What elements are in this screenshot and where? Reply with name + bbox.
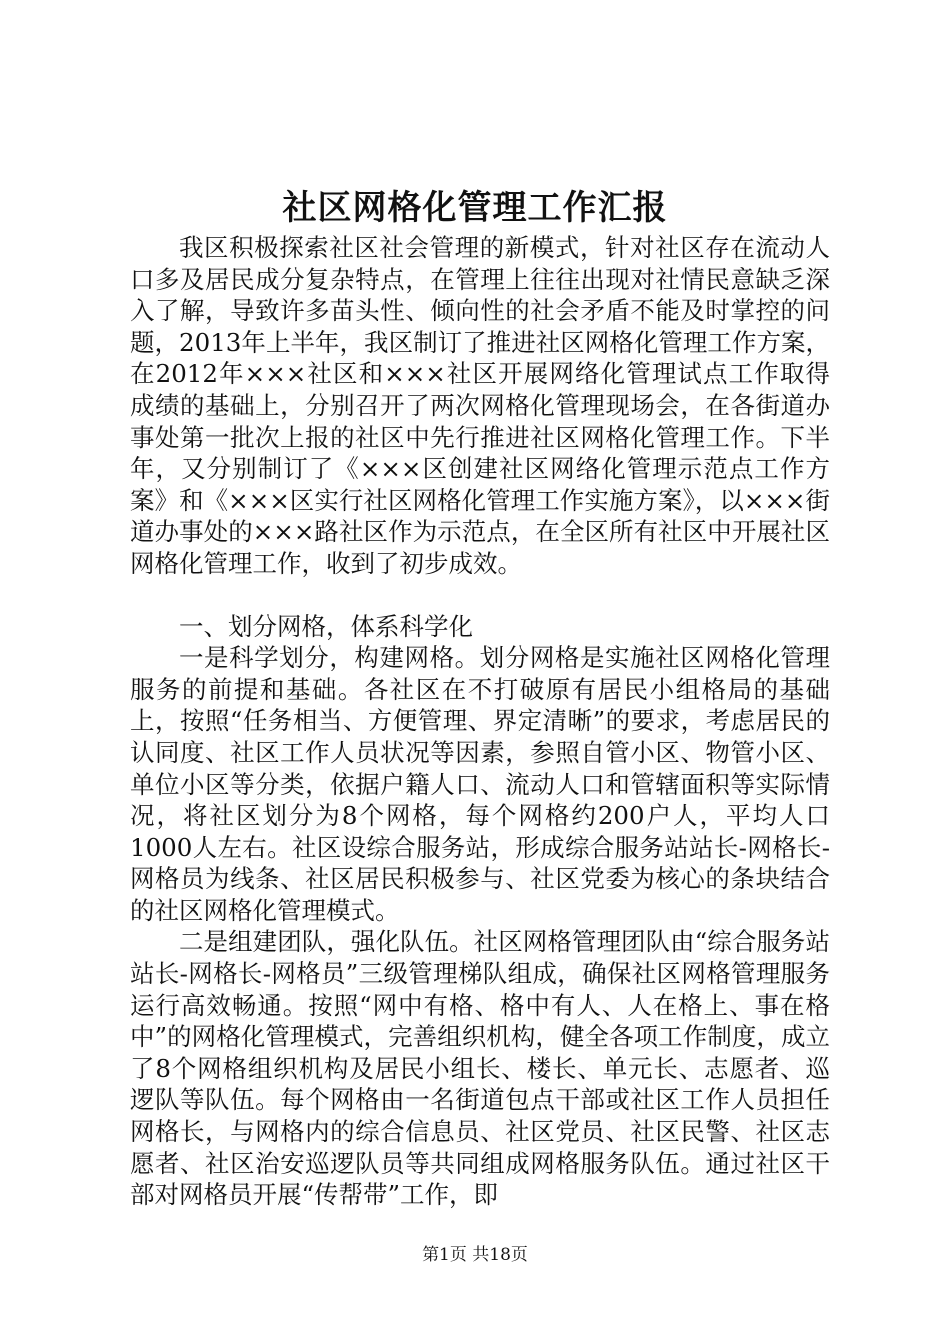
page-number: 第1页 共18页 — [422, 1245, 528, 1265]
paragraph-intro: 我区积极探索社区社会管理的新模式，针对社区存在流动人口多及居民成分复杂特点，在管理上往往出现对社情民意缺乏深入了解，导致许多苗头性、倾向性的社会矛盾不能及时掌控的问题，2013年上半年，我区制订了推进社区网格化管理工作方案，在2012年×××社区和×××社区开展网络化管理试点工作取得成绩的基础上，分别召开了两次网格化管理现场会，在各街道办事处第一批次上报的社区中先行推进社区网格化管理工作。下半年，又分别制订了《×××区创建社区网络化管理示范点工作方案》和《×××区实行社区网格化管理工作实施方案》，以×××街道办事处的×××路社区作为示范点，在全区所有社区中开展社区网格化管理工作，收到了初步成效。 — [130, 233, 830, 578]
paragraph-gap — [130, 580, 830, 611]
document-body — [130, 232, 830, 1211]
paragraph-team-building: 二是组建团队，强化队伍。社区网格管理团队由“综合服务站站长-网格长-网格员”三级管理梯队组成，确保社区网格管理服务运行高效畅通。按照“网中有格、格中有人、人在格上、事在格中”的网格化管理模式，完善组织机构，健全各项工作制度，成立了8个网格组织机构及居民小组长、楼长、单元长、志愿者、巡逻队等队伍。每个网格由一名街道包点干部或社区工作人员担任网格长，与网格内的综合信息员、社区党员、社区民警、社区志愿者、社区治安巡逻队员等共同组成网格服务队伍。通过社区干部对网格员开展“传帮带”工作，即 — [130, 927, 830, 1210]
document-title: 社区网格化管理工作汇报 — [282, 188, 668, 228]
paragraph-grid-division: 一是科学划分，构建网格。划分网格是实施社区网格化管理服务的前提和基础。各社区在不打破原有居民小组格局的基础上，按照“任务相当、方便管理、界定清晰”的要求，考虑居民的认同度、社区工作人员状况等因素，参照自管小区、物管小区、单位小区等分类，依据户籍人口、流动人口和管辖面积等实际情况，将社区划分为8个网格，每个网格约200户人，平均人口1000人左右。社区设综合服务站，形成综合服务站站长-网格长-网格员为线条、社区居民积极参与、社区党委为核心的条块结合的社区网格化管理模式。 — [130, 643, 830, 925]
section-heading: 一、划分网格，体系科学化 — [179, 611, 473, 641]
